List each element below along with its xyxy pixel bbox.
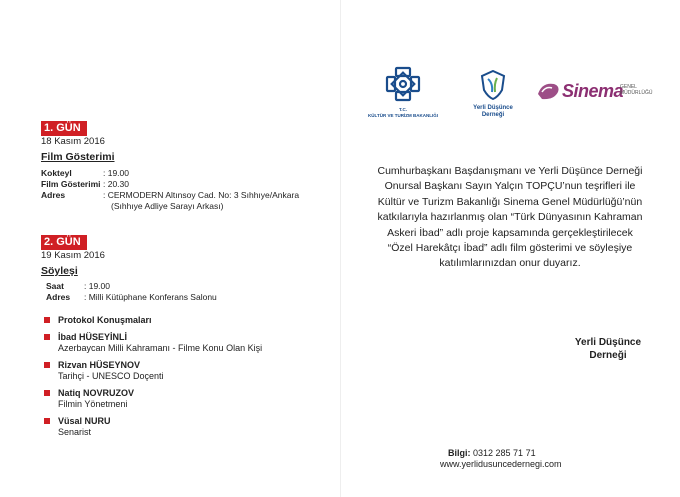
kultur-caption-2: KÜLTÜR VE TURİZM BAKANLIĞI [368,113,438,118]
speaker-name: Natiq NOVRUZOV [58,388,135,398]
schedule-value: : 19.00 [84,281,110,291]
contact-phone: 0312 285 71 71 [473,448,536,458]
speaker-list [44,315,324,444]
day1-schedule-row [41,190,299,201]
speaker-name: Rizvan HÜSEYNOV [58,360,141,370]
bullet-square-icon [44,362,50,368]
schedule-key: Adres [41,190,66,200]
speaker-role: Senarist [58,427,92,437]
sinema-logo [536,78,656,108]
day1-badge: 1. GÜN [41,121,87,136]
speaker-name: İbad HÜSEYİNLİ [58,332,128,342]
day2-badge: 2. GÜN [41,235,87,250]
schedule-key: Adres [46,292,71,302]
schedule-key: Saat [46,281,64,291]
speaker-name: Vüsal NURU [58,416,111,426]
speaker-item [44,332,324,354]
contact-phone-row [440,448,590,459]
day1-section-title: Film Gösterimi [41,151,115,163]
invitation-line: Askeri İbad” adlı proje kapsamında gerçekleştirilecek [387,226,633,239]
speaker-item [44,416,324,438]
schedule-key: Film Gösterimi [41,179,101,189]
schedule-key: Kokteyl [41,168,72,178]
invitation-line: Onursal Başkanı Sayın Yalçın TOPÇU’nun teşrifleri ile [384,180,636,193]
speaker-role: Azerbaycan Milli Kahramanı - Filme Konu Olan Kişi [58,343,263,353]
sinema-film-icon [536,80,562,102]
bullet-square-icon [44,390,50,396]
invitation-text [370,164,650,272]
day1-schedule-row [41,179,129,190]
kultur-turizm-logo [368,66,438,119]
yerli-dusunce-logo [463,70,523,119]
schedule-value: : 19.00 [103,168,129,178]
schedule-value: : 20.30 [103,179,129,189]
yerli-caption-1: Yerli Düşünce [473,105,513,111]
invitation-line: katılımlarınızdan onur duyarız. [439,257,581,270]
contact-info [440,448,590,470]
contact-website: www.yerlidusuncedernegi.com [440,459,562,469]
sinema-sub-1: GENEL [620,84,637,90]
fold-line [340,0,341,497]
signature-block [560,336,656,362]
kultur-caption-1: T.C. [398,107,407,112]
invitation-line: Cumhurbaşkanı Başdanışmanı ve Yerli Düşünce Derneği [377,165,643,177]
speaker-role: Tarihçi - UNESCO Doçenti [58,371,164,381]
speaker-name: Protokol Konuşmaları [58,315,152,325]
day1-address-line2: (Sıhhıye Adliye Sarayı Arkası) [111,201,224,211]
kultur-knot-icon [385,66,421,102]
day2-date: 19 Kasım 2016 [41,250,105,261]
schedule-value: : Milli Kütüphane Konferans Salonu [84,292,217,302]
sinema-subtitle [620,84,653,96]
speaker-item [44,315,324,326]
bullet-square-icon [44,317,50,323]
day2-schedule-row [46,281,110,292]
schedule-value: : CERMODERN Altınsoy Cad. No: 3 Sıhhıye/Ankara [103,190,300,200]
yerli-shield-icon [480,70,506,100]
contact-label: Bilgi: [448,448,471,458]
invitation-line: “Özel Harekâtçı İbad” adlı film gösterimi ve söyleşiye [387,242,633,255]
bullet-square-icon [44,418,50,424]
speaker-role: Filmin Yönetmeni [58,399,128,409]
invitation-line: katkılarıyla hazırlanmış olan “Türk Dünyasının Kahraman [377,211,643,224]
signature-line-2: Derneği [589,350,627,361]
speaker-item [44,388,324,410]
sinema-wordmark: Sinema [562,81,624,101]
day2-section-title: Söyleşi [41,265,78,277]
signature-line-1: Yerli Düşünce [574,337,642,348]
sponsor-logos [360,66,660,126]
speaker-item [44,360,324,382]
invitation-line: Kültür ve Turizm Bakanlığı Sinema Genel Müdürlüğü’nün [377,195,643,208]
day2-schedule-row [46,292,217,303]
sinema-sub-2: MÜDÜRLÜĞÜ [620,90,653,96]
yerli-caption-2: Derneği [481,112,505,118]
day1-date: 18 Kasım 2016 [41,136,105,147]
bullet-square-icon [44,334,50,340]
day1-schedule-row [41,168,129,179]
